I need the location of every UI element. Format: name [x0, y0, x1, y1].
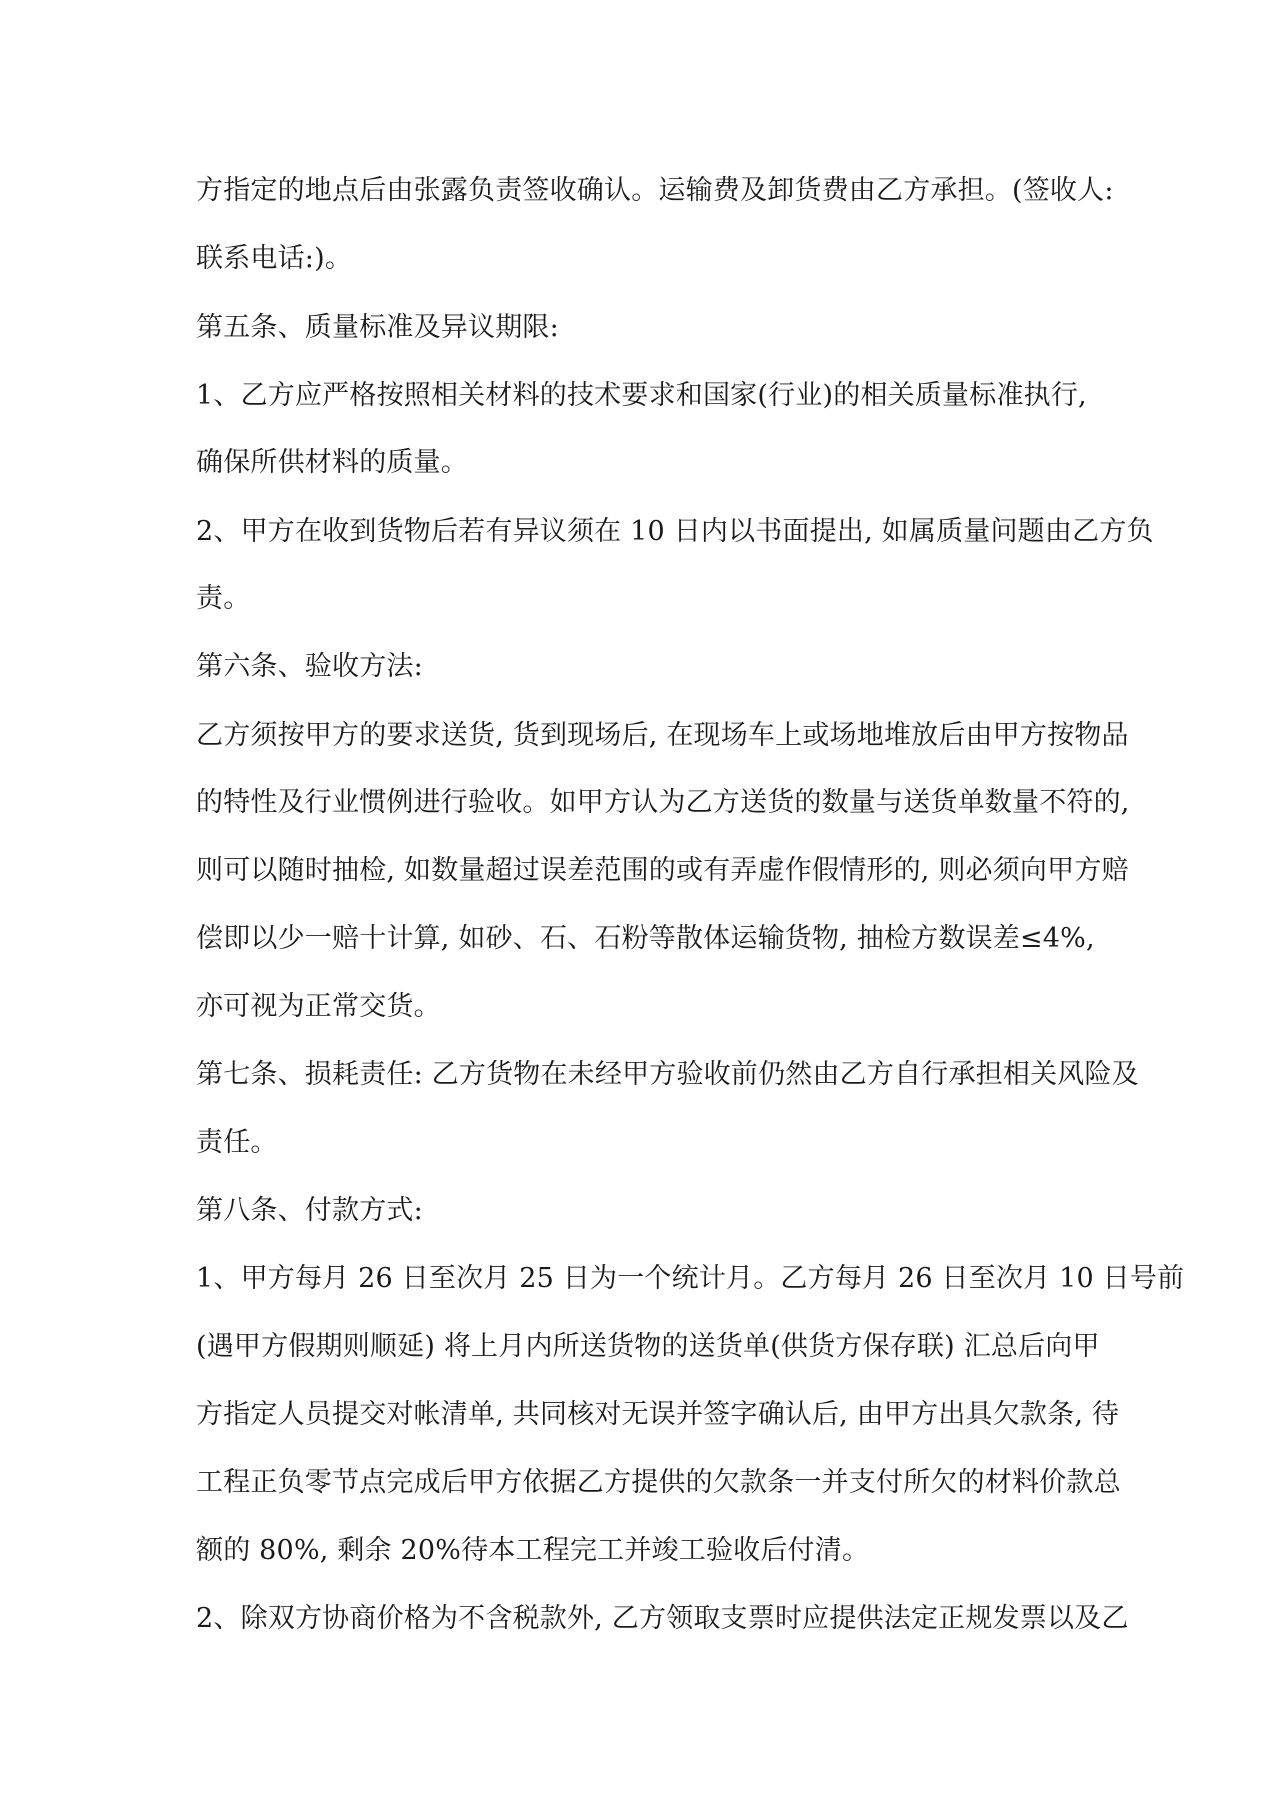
- section-heading: 第八条、付款方式:: [196, 1195, 423, 1226]
- section-heading: 第七条、损耗责任: 乙方货物在未经甲方验收前仍然由乙方自行承担相关风险及: [196, 1059, 1139, 1090]
- text-line: (遇甲方假期则顺延) 将上月内所送货物的送货单(供货方保存联) 汇总后向甲: [196, 1331, 1100, 1362]
- section-heading: 第六条、验收方法:: [196, 651, 423, 682]
- text-line: 乙方须按甲方的要求送货, 货到现场后, 在现场车上或场地堆放后由甲方按物品: [196, 720, 1129, 751]
- text-line: 责任。: [196, 1127, 278, 1158]
- text-line: 责。: [196, 583, 251, 614]
- text-line: 工程正负零节点完成后甲方依据乙方提供的欠款条一并支付所欠的材料价款总: [196, 1467, 1121, 1498]
- text-line: 方指定的地点后由张露负责签收确认。运输费及卸货费由乙方承担。(签收人:: [196, 175, 1114, 206]
- text-line: 偿即以少一赔十计算, 如砂、石、石粉等散体运输货物, 抽检方数误差≤4%,: [196, 923, 1095, 954]
- text-line: 1、乙方应严格按照相关材料的技术要求和国家(行业)的相关质量标准执行,: [196, 380, 1087, 411]
- section-heading: 第五条、质量标准及异议期限:: [196, 312, 559, 343]
- text-line: 亦可视为正常交货。: [196, 991, 441, 1022]
- text-line: 确保所供材料的质量。: [196, 447, 468, 478]
- text-line: 额的 80%, 剩余 20%待本工程完工并竣工验收后付清。: [196, 1535, 870, 1566]
- text-line: 的特性及行业惯例进行验收。如甲方认为乙方送货的数量与送货单数量不符的,: [196, 787, 1130, 818]
- text-line: 方指定人员提交对帐清单, 共同核对无误并签字确认后, 由甲方出具欠款条, 待: [196, 1399, 1120, 1430]
- text-line: 1、甲方每月 26 日至次月 25 日为一个统计月。乙方每月 26 日至次月 10 日号前: [196, 1263, 1185, 1294]
- text-line: 2、甲方在收到货物后若有异议须在 10 日内以书面提出, 如属质量问题由乙方负: [196, 516, 1154, 547]
- text-line: 则可以随时抽检, 如数量超过误差范围的或有弄虚作假情形的, 则必须向甲方赔: [196, 855, 1129, 886]
- text-line: 2、除双方协商价格为不含税款外, 乙方领取支票时应提供法定正规发票以及乙: [196, 1603, 1129, 1634]
- text-line: 联系电话:)。: [196, 243, 353, 274]
